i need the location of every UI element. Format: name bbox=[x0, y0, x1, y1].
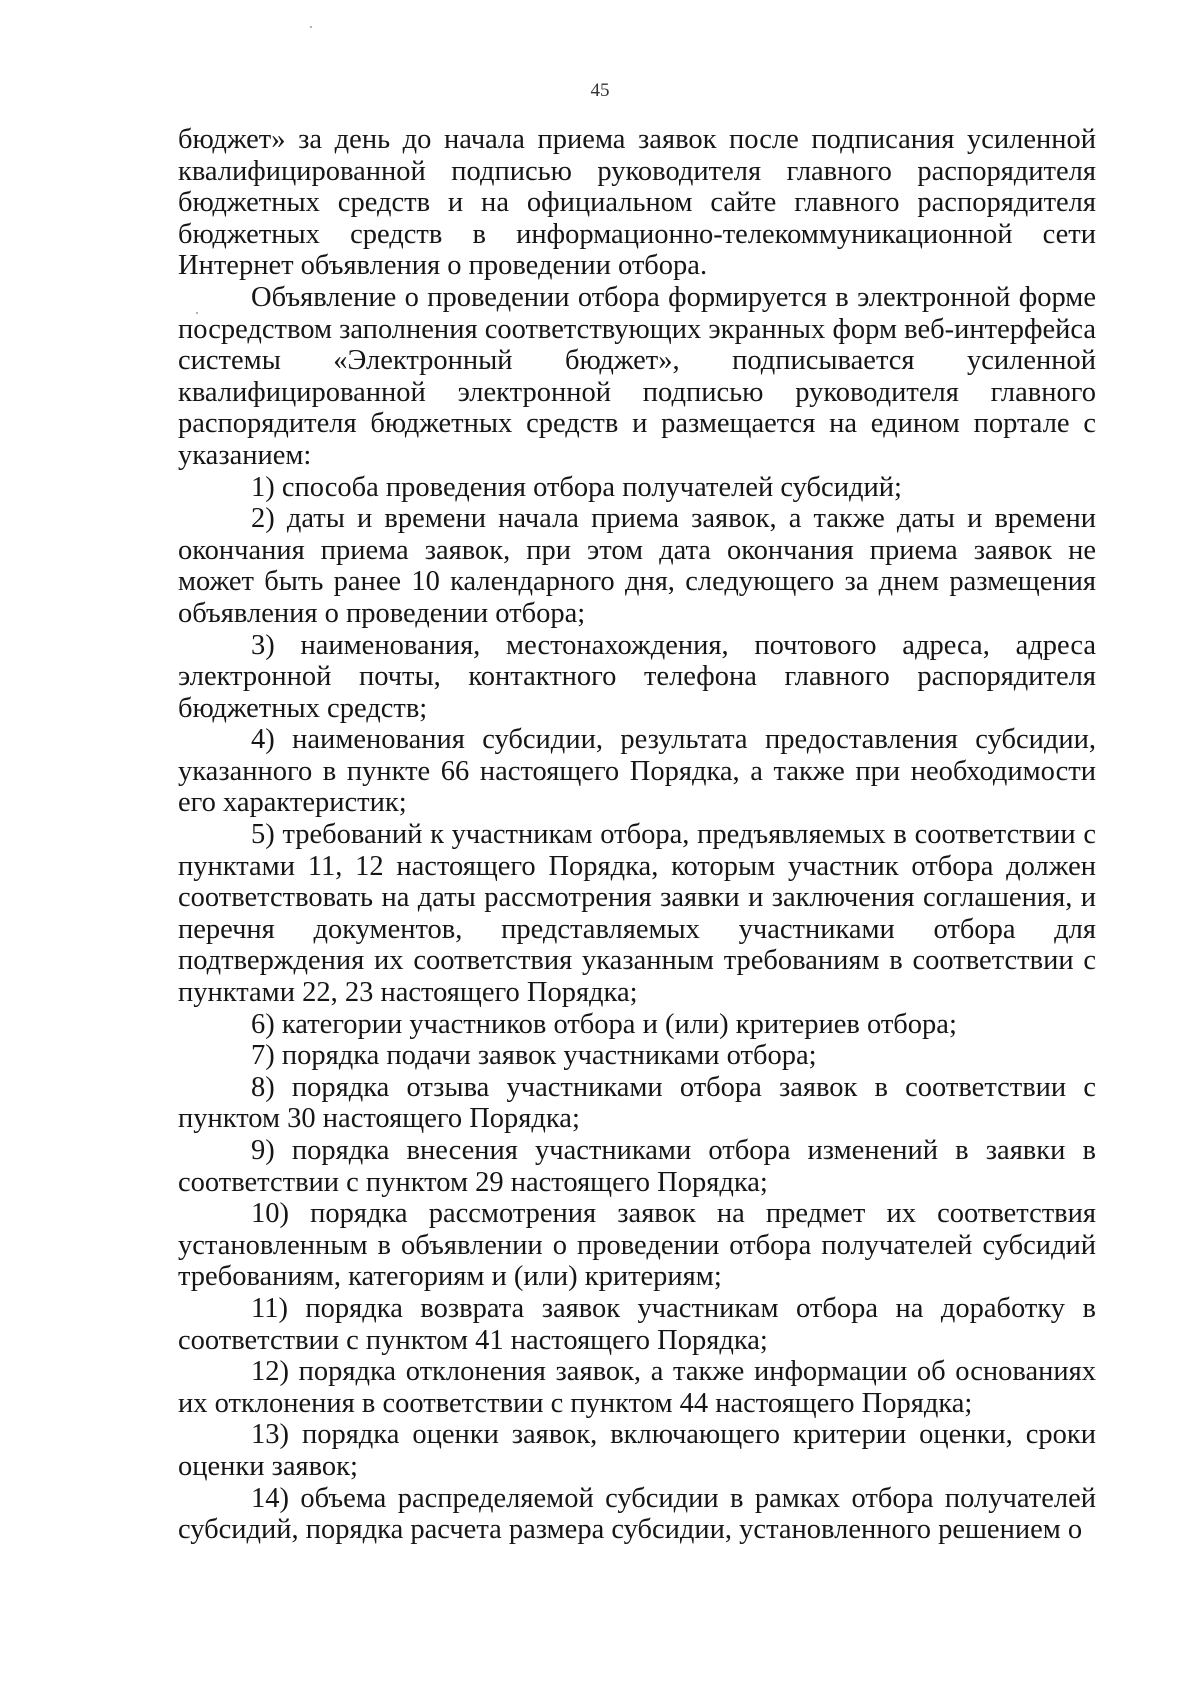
list-item-2: 2) даты и времени начала приема заявок, а также даты и времени окончания приема заявок, при этом дата окончания приема заявок не может быть ранее 10 календарного дня, следующего за днем размещения объявления о проведении отбора; bbox=[178, 503, 1096, 629]
document-body bbox=[178, 124, 1096, 1546]
list-item-7: 7) порядка подачи заявок участниками отбора; bbox=[251, 1040, 817, 1072]
scan-speck bbox=[310, 26, 312, 28]
list-item-14: 14) объема распределяемой субсидии в рамках отбора получателей субсидий, порядка расчета размера субсидии, установленного решением о bbox=[178, 1482, 1096, 1546]
list-item-9: 9) порядка внесения участниками отбора изменений в заявки в соответствии с пунктом 29 настоящего Порядка; bbox=[178, 1135, 1096, 1198]
list-item-3: 3) наименования, местонахождения, почтового адреса, адреса электронной почты, контактного телефона главного распорядителя бюджетных средств; bbox=[178, 629, 1096, 724]
paragraph-announcement: Объявление о проведении отбора формируется в электронной форме посредством заполнения соответствующих экранных форм веб-интерфейса системы «Электронный бюджет», подписывается усиленной квалифицированной электронной подписью руководителя главного распорядителя бюджетных средств и размещается на едином портале с указанием: bbox=[178, 281, 1096, 471]
list-item-12: 12) порядка отклонения заявок, а также информации об основаниях их отклонения в соответствии с пунктом 44 настоящего Порядка; bbox=[178, 1356, 1096, 1419]
list-item-4: 4) наименования субсидии, результата предоставления субсидии, указанного в пункте 66 настоящего Порядка, а также при необходимости его характеристик; bbox=[178, 724, 1096, 819]
list-item-1: 1) способа проведения отбора получателей субсидий; bbox=[251, 471, 902, 503]
list-item-11: 11) порядка возврата заявок участникам отбора на доработку в соответствии с пунктом 41 настоящего Порядка; bbox=[178, 1292, 1096, 1356]
page-number: 45 bbox=[590, 80, 610, 101]
list-item-10: 10) порядка рассмотрения заявок на предмет их соответствия установленным в объявлении о проведении отбора получателей субсидий требованиям, категориям и (или) критериям; bbox=[178, 1198, 1096, 1293]
list-item-5: 5) требований к участникам отбора, предъявляемых в соответствии с пунктами 11, 12 настоящего Порядка, которым участник отбора должен соответствовать на даты рассмотрения заявки и заключения соглашения, и перечня документов, представляемых участниками отбора для подтверждения их соответствия указанным требованиям в соответствии с пунктами 22, 23 настоящего Порядка; bbox=[178, 819, 1096, 1009]
list-item-8: 8) порядка отзыва участниками отбора заявок в соответствии с пунктом 30 настоящего Порядка; bbox=[178, 1071, 1096, 1135]
list-item-6: 6) категории участников отбора и (или) критериев отбора; bbox=[251, 1008, 957, 1040]
list-item-13: 13) порядка оценки заявок, включающего критерии оценки, сроки оценки заявок; bbox=[178, 1419, 1096, 1482]
paragraph-continuation: бюджет» за день до начала приема заявок после подписания усиленной квалифицированной подписью руководителя главного распорядителя бюджетных средств и на официальном сайте главного распорядителя бюджетных средств в информационно-телекоммуникационной сети Интернет объявления о проведении отбора. bbox=[178, 124, 1096, 282]
